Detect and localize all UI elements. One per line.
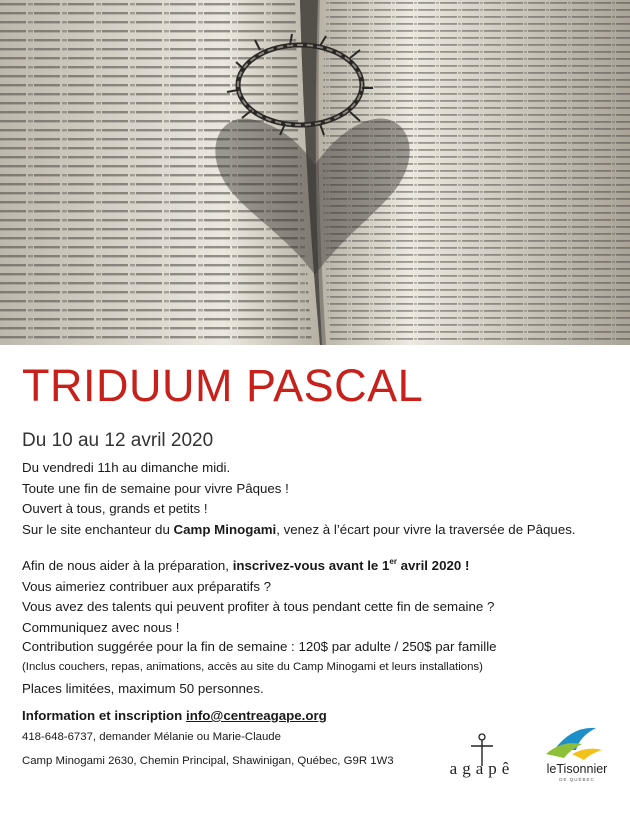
event-dates: Du 10 au 12 avril 2020: [22, 430, 214, 451]
contribute-line: Vous aimeriez contribuer aux préparatifs ?: [22, 578, 272, 594]
phone-line: 418-648-6737, demander Mélanie ou Marie-Claude: [22, 731, 281, 743]
location-pre: Sur le site enchanteur du: [22, 521, 174, 537]
agape-logo-graphic: [441, 732, 523, 780]
talents-line: Vous avez des talents qui peuvent profiter à tous pendant cette fin de semaine ?: [22, 599, 495, 614]
contribution-note: (Inclus couchers, repas, animations, accès au site du Camp Minogami et leurs installations): [22, 660, 483, 673]
register-deadline: inscrivez-vous avant le 1er avril 2020 !: [232, 556, 470, 573]
hero-photo-bible-crown-of-thorns: [0, 0, 630, 345]
schedule-line: Du vendredi 11h au dimanche midi.: [22, 460, 231, 475]
info-line: [22, 706, 327, 727]
places-line: Places limitées, maximum 50 personnes.: [22, 681, 264, 696]
open-to-all-line: Ouvert à tous, grands et petits !: [22, 501, 208, 516]
page-title: TRIDUUM PASCAL: [22, 360, 424, 411]
registration-block: [22, 556, 494, 638]
tisonnier-wordmark: leTisonnier: [546, 762, 608, 776]
address-line: Camp Minogami 2630, Chemin Principal, Shawinigan, Québec, G9R 1W3: [22, 755, 394, 767]
location-post: , venez à l’écart pour vivre la traversée de Pâques.: [276, 521, 576, 537]
email-link[interactable]: info@centreagape.org: [186, 708, 327, 723]
ordinal-sup: er: [389, 556, 397, 566]
bible-crown-illustration: [0, 0, 630, 345]
info-label: Information et inscription: [22, 708, 186, 723]
agape-wordmark: agapê: [449, 759, 515, 778]
contribution-line: Contribution suggérée pour la fin de semaine : 120$ par adulte / 250$ par famille: [22, 639, 497, 654]
intro-block: [22, 458, 576, 540]
register-deadline-line: [22, 556, 494, 577]
tisonnier-logo-graphic: [532, 724, 622, 784]
camp-name: Camp Minogami: [173, 521, 277, 537]
easter-line: Toute une fin de semaine pour vivre Pâques !: [22, 480, 289, 496]
register-pre: Afin de nous aider à la préparation,: [22, 558, 233, 573]
contact-us-line: Communiquez avec nous !: [22, 619, 180, 635]
contribution-block: [22, 637, 497, 675]
agape-logo: [441, 732, 523, 780]
tisonnier-logo: [532, 724, 622, 784]
tisonnier-subtitle: DE QUÉBEC: [559, 777, 595, 782]
location-line: [22, 520, 576, 541]
